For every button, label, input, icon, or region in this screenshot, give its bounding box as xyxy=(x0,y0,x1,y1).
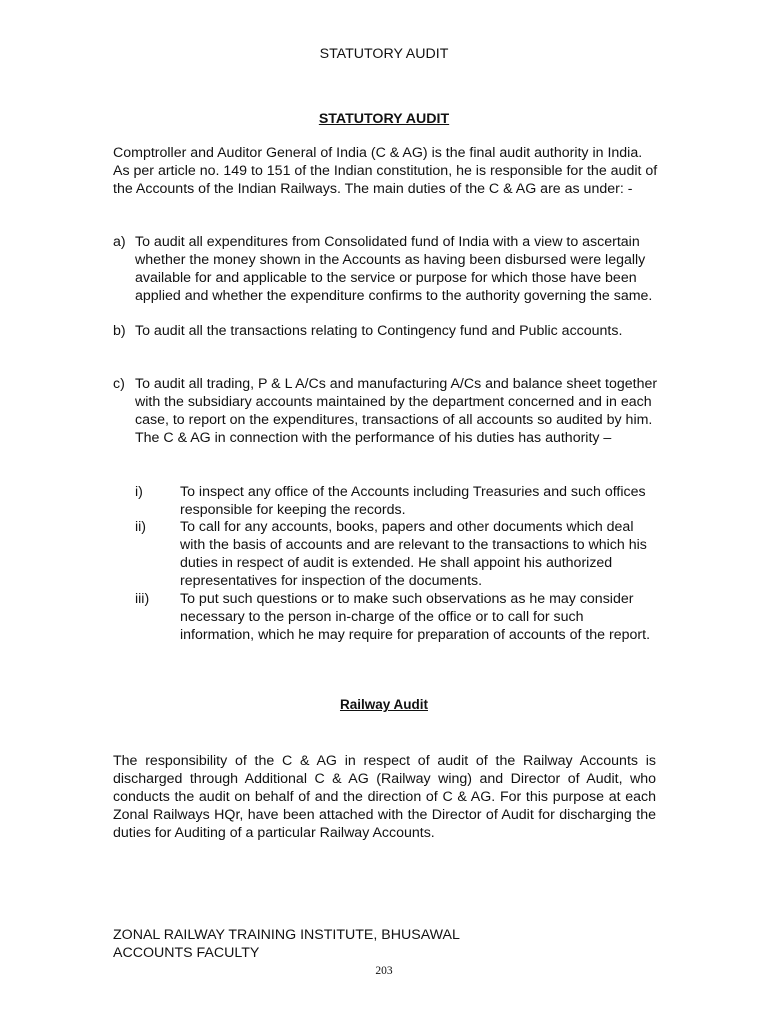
sub-item-ii xyxy=(135,518,655,590)
list-item-label: a) xyxy=(113,234,126,250)
page-number: 203 xyxy=(375,965,393,977)
sub-item-label: i) xyxy=(135,484,143,500)
list-item-text: To audit all expenditures from Consolidated fund of India with a view to ascertain whether the money shown in the Accounts as having been disbursed were legally available for and applicable to the service or purpose for which those have been applied and whether the expenditure confirms to the authority governing the same. xyxy=(135,234,653,304)
sub-item-label: iii) xyxy=(135,591,150,607)
section-heading: Railway Audit xyxy=(339,697,428,712)
list-item-b xyxy=(113,322,658,340)
sub-item-i xyxy=(135,483,655,519)
list-item-a xyxy=(113,233,658,305)
railway-audit-paragraph: The responsibility of the C & AG in respect of audit of the Railway Accounts is discharged through Additional C & AG (Railway wing) and Director of Audit, who conducts the audit on behalf of and the direction of C & AG. For this purpose at each Zonal Railways HQr, have been attached with the Director of Audit for discharging the duties for Auditing of a particular Railway Accounts. xyxy=(113,753,656,841)
footer-faculty: ACCOUNTS FACULTY xyxy=(113,945,260,961)
intro-paragraph: Comptroller and Auditor General of India (C & AG) is the final audit authority in India. As per article no. 149 to 151 of the Indian constitution, he is responsible for the audit of the Accounts of the Indian Railways. The main duties of the C & AG are as under: - xyxy=(113,145,658,197)
list-item-label: c) xyxy=(113,376,125,392)
sub-item-text: To inspect any office of the Accounts including Treasuries and such offices responsible for keeping the records. xyxy=(180,484,646,518)
page-title: STATUTORY AUDIT xyxy=(318,111,450,127)
sub-item-label: ii) xyxy=(135,519,147,535)
list-item-text: To audit all the transactions relating to Contingency fund and Public accounts. xyxy=(135,323,623,339)
list-item-text: To audit all trading, P & L A/Cs and manufacturing A/Cs and balance sheet together with the subsidiary accounts maintained by the department concerned and in each case, to report on the expenditures, transactions of all accounts so audited by him. The C & AG in connection with the performance of his duties has authority – xyxy=(135,376,658,446)
sub-item-text: To put such questions or to make such observations as he may consider necessary to the person in-charge of the office or to call for such information, which he may require for preparation of accounts of the report. xyxy=(180,591,651,643)
footer-institute: ZONAL RAILWAY TRAINING INSTITUTE, BHUSAWAL xyxy=(113,927,460,943)
sub-item-text: To call for any accounts, books, papers and other documents which deal with the basis of accounts and are relevant to the transactions to which his duties in respect of audit is extended. He shall appoint his authorized representatives for inspection of the documents. xyxy=(180,519,647,589)
sub-item-iii xyxy=(135,590,655,644)
list-item-label: b) xyxy=(113,323,126,339)
running-header: STATUTORY AUDIT xyxy=(319,46,449,62)
list-item-c xyxy=(113,375,658,447)
